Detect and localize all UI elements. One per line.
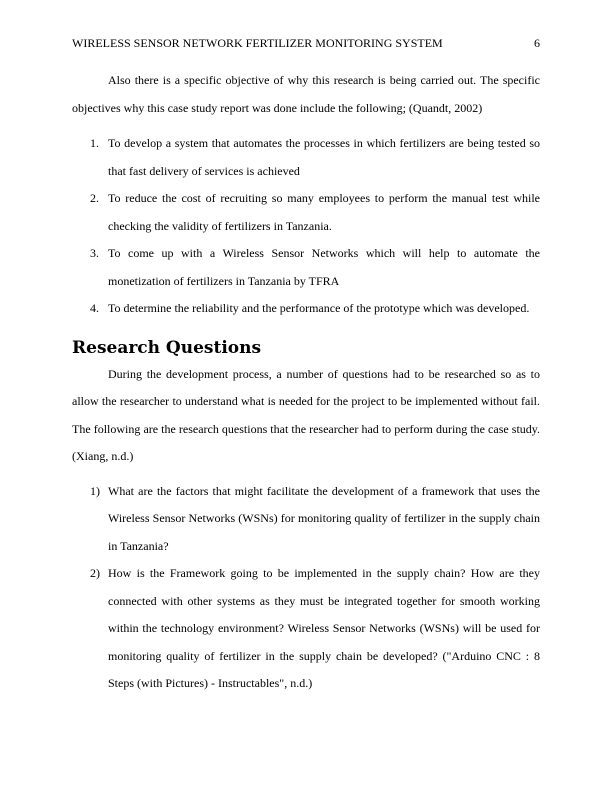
- list-marker: 2.: [90, 191, 99, 205]
- list-item: [72, 295, 540, 323]
- page-number: 6: [534, 36, 540, 50]
- list-item: [72, 240, 540, 295]
- list-item-text: How is the Framework going to be implemented in the supply chain? How are they connected with other systems as they must be integrated together for smooth working within the technology environment? Wireless Sensor Networks (WSNs) will be used for monitoring quality of fertilizer in the supply chain be developed? ("Arduino CNC : 8 Steps (with Pictures) - Instructables", n.d.): [108, 566, 540, 690]
- list-marker: 1): [90, 483, 100, 498]
- list-item-text: To develop a system that automates the processes in which fertilizers are being tested so that fast delivery of services is achieved: [108, 136, 540, 178]
- page-header: [72, 36, 540, 50]
- list-item: [72, 130, 540, 185]
- list-item: [72, 560, 540, 698]
- objectives-list: [72, 130, 540, 323]
- section-paragraph: During the development process, a number of questions had to be researched so as to allow the researcher to understand what is needed for the project to be implemented without fail. The following are the research questions that the researcher had to perform during the case study. (Xiang, n.d.): [72, 366, 540, 463]
- list-item-text: To determine the reliability and the performance of the prototype which was developed.: [108, 301, 530, 315]
- list-item-text: What are the factors that might facilitate the development of a framework that uses the Wireless Sensor Networks (WSNs) for monitoring quality of fertilizer in the supply chain in Tanzania?: [108, 483, 540, 553]
- list-marker: 4.: [90, 301, 99, 315]
- list-marker: 1.: [90, 136, 99, 150]
- list-item-text: To reduce the cost of recruiting so many employees to perform the manual test while checking the validity of fertilizers in Tanzania.: [108, 191, 540, 233]
- list-item: [72, 185, 540, 240]
- questions-list: [72, 478, 540, 698]
- list-marker: 2): [90, 566, 100, 580]
- list-marker: 3.: [90, 246, 99, 260]
- page-body: [72, 67, 540, 698]
- list-item-text: To come up with a Wireless Sensor Networks which will help to automate the monetization of fertilizers in Tanzania by TFRA: [108, 246, 540, 288]
- running-title: WIRELESS SENSOR NETWORK FERTILIZER MONITORING SYSTEM: [72, 36, 443, 50]
- list-item: [72, 478, 540, 561]
- section-heading: Research Questions: [72, 337, 262, 358]
- intro-paragraph: Also there is a specific objective of why this research is being carried out. The specific objectives why this case study report was done include the following; (Quandt, 2002): [72, 73, 540, 115]
